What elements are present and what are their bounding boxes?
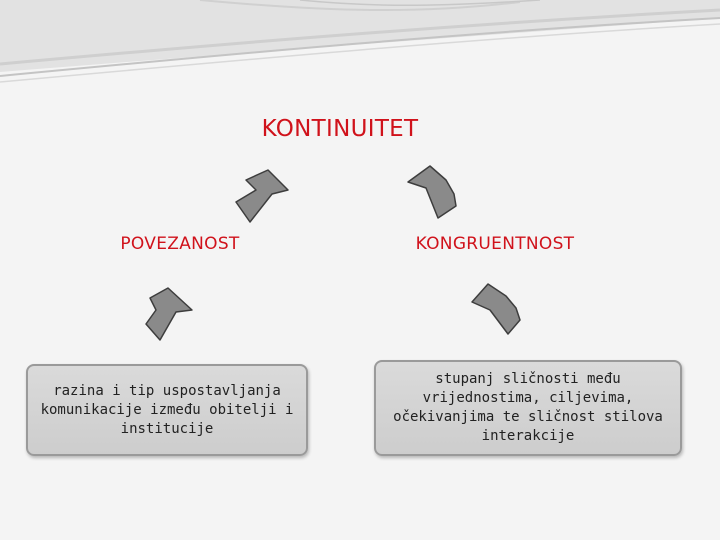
povezanost-label: POVEZANOST (120, 234, 240, 254)
header-swoosh-decoration (0, 0, 720, 82)
arrow-right-lower-icon (472, 284, 520, 334)
kongruentnost-label: KONGRUENTNOST (415, 234, 575, 254)
arrow-right-up-icon (408, 166, 456, 218)
povezanost-description: razina i tip uspostavljanja komunikacije između obitelji i institucije (40, 382, 294, 437)
diagram-title: KONTINUITET (261, 116, 419, 142)
arrow-left-lower-icon (146, 288, 192, 340)
arrow-left-up-icon (236, 170, 288, 222)
kongruentnost-description: stupanj sličnosti među vrijednostima, ciljevima, očekivanjima te sličnost stilova interakcije (393, 371, 663, 444)
povezanost-description-box (26, 364, 308, 456)
kongruentnost-description-box (374, 360, 682, 456)
